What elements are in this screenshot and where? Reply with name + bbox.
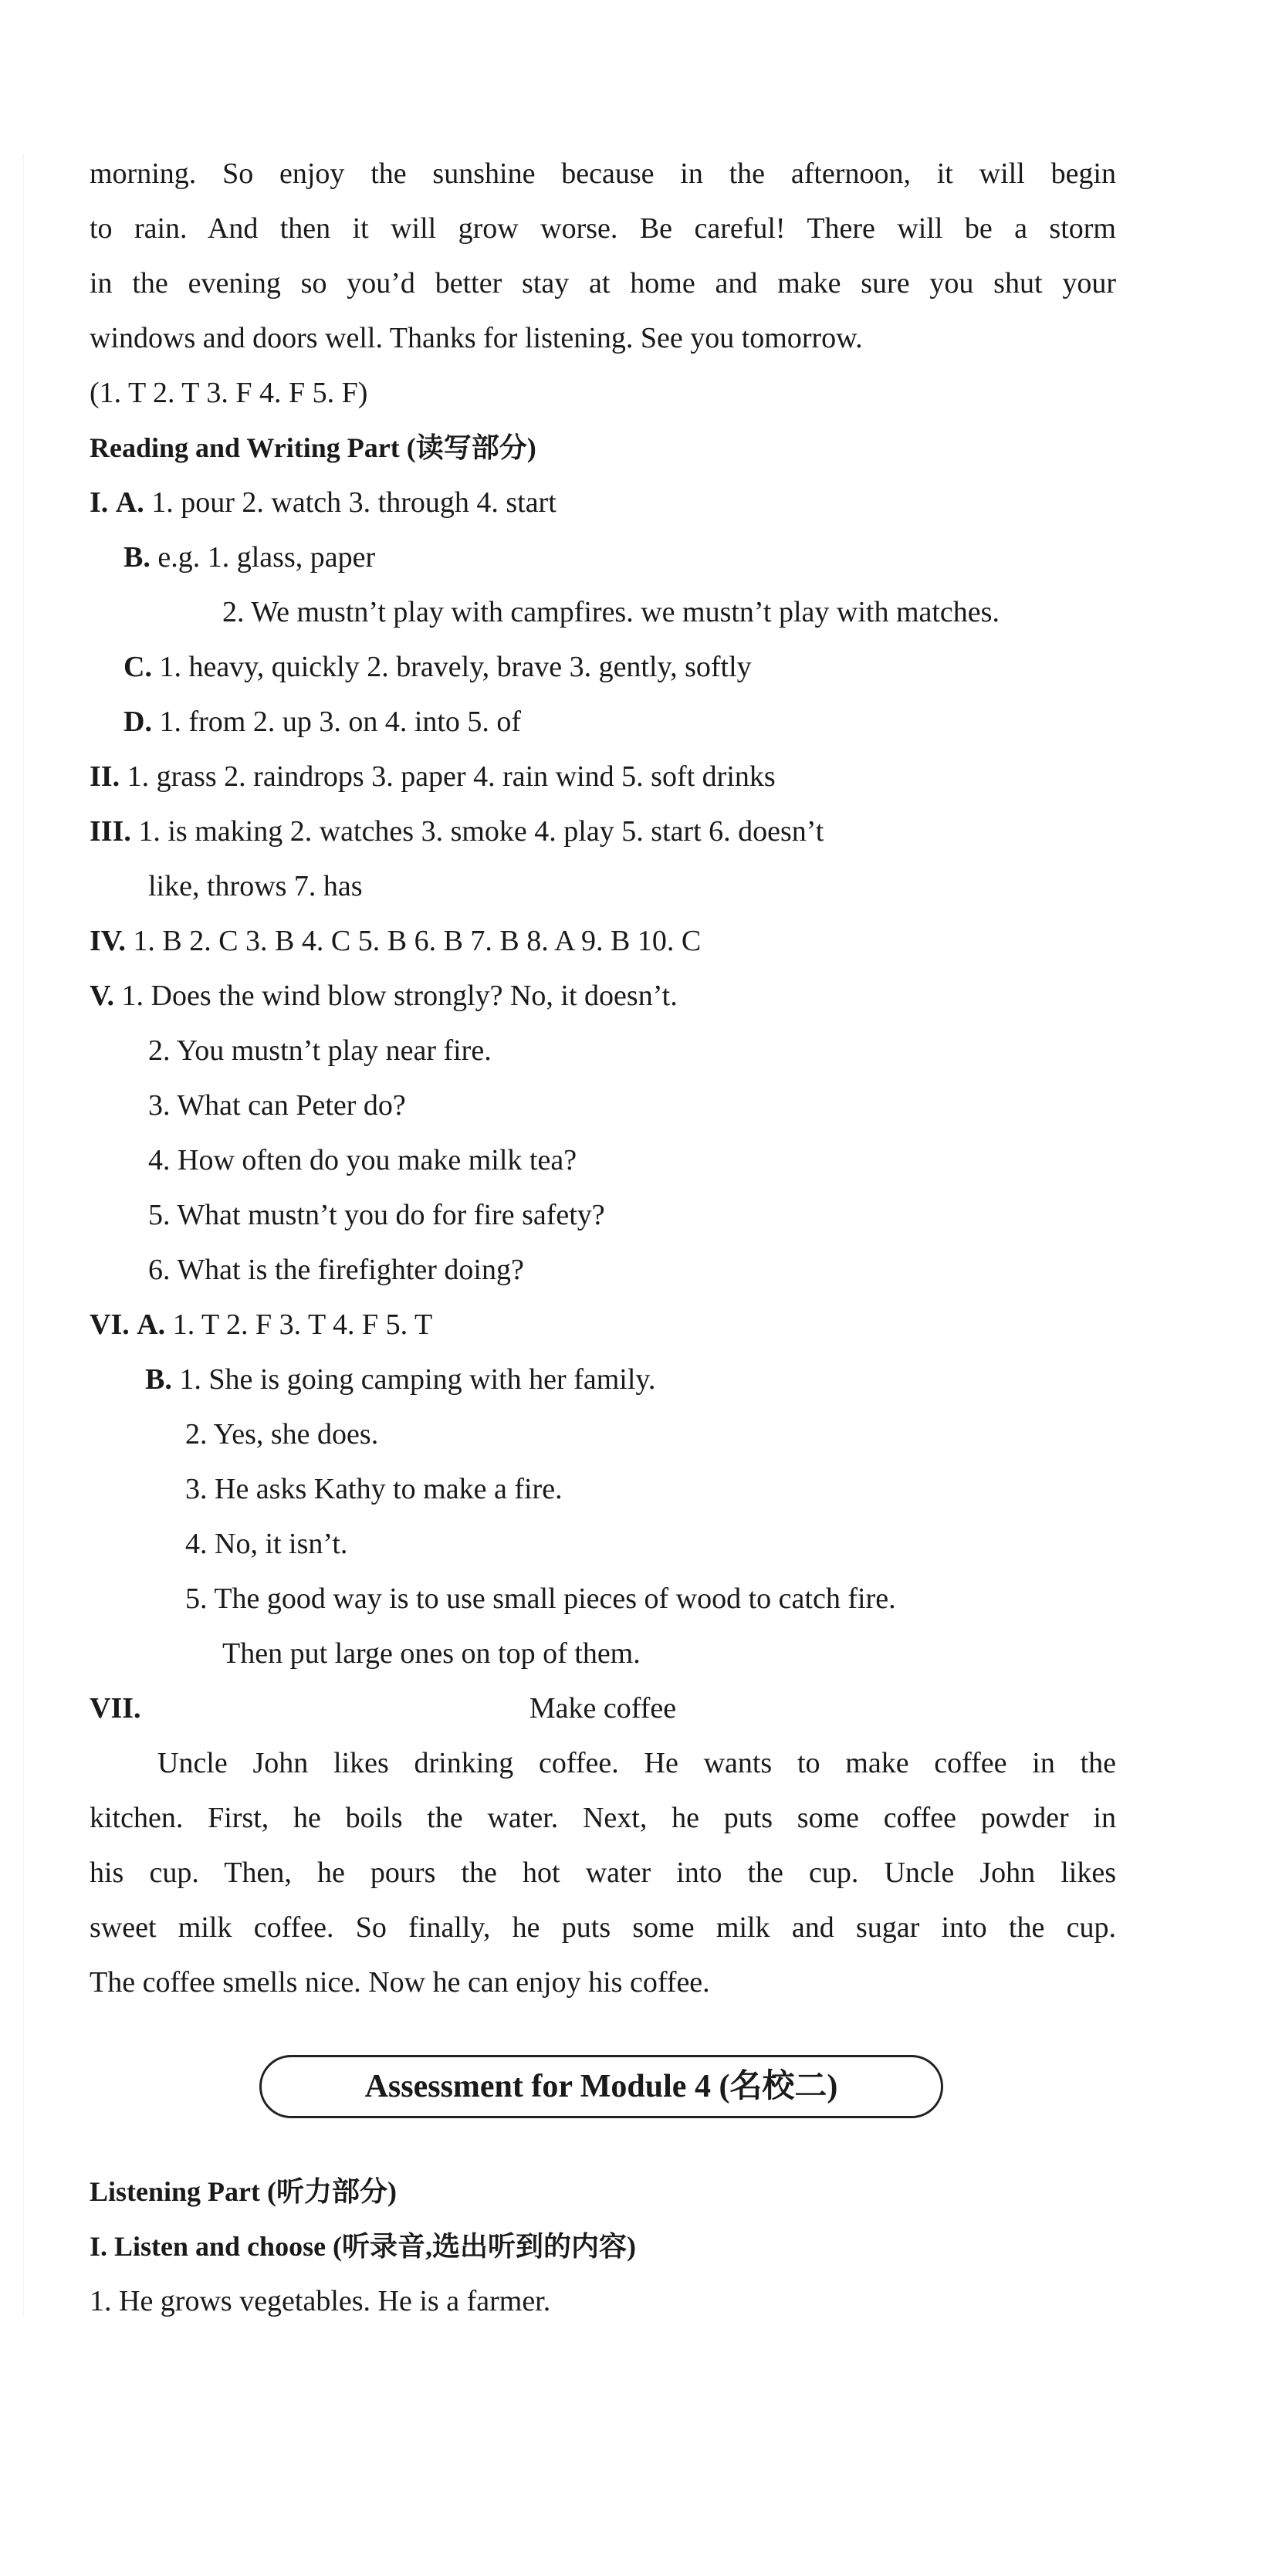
essay-title: Make coffee	[529, 1692, 677, 1725]
listen-choose-roman: I.	[90, 2231, 108, 2262]
section-1d-letter: D.	[123, 706, 152, 738]
essay-line-3: his cup. Then, he pours the hot water into the cup. Uncle John likes	[90, 1857, 1116, 1889]
section-6-roman: VI.	[90, 1308, 130, 1341]
section-1b-answers: e.g. 1. glass, paper	[157, 541, 376, 574]
section-6b-item-3: 3. He asks Kathy to make a fire.	[185, 1473, 563, 1505]
section-6b-item-5: 5. The good way is to use small pieces of wood to catch fire.	[185, 1582, 896, 1615]
section-6b-item-2: 2. Yes, she does.	[185, 1418, 379, 1450]
essay-line-4: sweet milk coffee. So finally, he puts some milk and sugar into the cup.	[90, 1911, 1116, 1944]
listening-text-line-4: windows and doors well. Thanks for listening. See you tomorrow.	[90, 322, 863, 354]
section-6b-item-1: 1. She is going camping with her family.	[179, 1363, 656, 1396]
section-1c-letter: C.	[123, 651, 152, 683]
listening-text-line-3: in the evening so you’d better stay at home and make sure you shut your	[90, 267, 1116, 300]
section-7-title-row	[90, 1681, 1116, 1736]
section-4	[90, 914, 1116, 969]
section-1d-answers: 1. from 2. up 3. on 4. into 5. of	[159, 706, 522, 738]
section-3	[90, 804, 1116, 859]
section-6b-item-4: 4. No, it isn’t.	[185, 1528, 348, 1560]
reading-writing-heading: Reading and Writing Part (读写部分)	[90, 432, 536, 463]
section-1a	[90, 476, 1116, 530]
section-5-item-3: 3. What can Peter do?	[148, 1089, 406, 1122]
section-1b	[90, 530, 1116, 585]
section-3-answers: 1. is making 2. watches 3. smoke 4. play 5. start 6. doesn’t	[138, 815, 824, 848]
answer-page	[90, 147, 1116, 2329]
section-6a-answers: 1. T 2. F 3. T 4. F 5. T	[172, 1308, 433, 1341]
section-6b-letter: B.	[145, 1363, 172, 1396]
section-2-answers: 1. grass 2. raindrops 3. paper 4. rain wind 5. soft drinks	[127, 760, 776, 793]
section-1a-letter: A.	[115, 486, 144, 519]
assessment-banner-row	[90, 2010, 1116, 2165]
section-3-roman: III.	[90, 815, 131, 848]
page-fold-shadow	[23, 154, 24, 2316]
section-1-roman: I.	[90, 486, 109, 519]
listen-choose-text: Listen and choose (听录音,选出听到的内容)	[114, 2231, 637, 2262]
section-1c	[90, 640, 1116, 695]
section-5-item-4: 4. How often do you make milk tea?	[148, 1144, 577, 1176]
section-4-roman: IV.	[90, 925, 126, 957]
section-2	[90, 750, 1116, 804]
section-5-item-2: 2. You mustn’t play near fire.	[148, 1034, 492, 1067]
essay-line-1: Uncle John likes drinking coffee. He wants to make coffee in the	[157, 1747, 1116, 1779]
section-5-item-1: 1. Does the wind blow strongly? No, it doesn’t.	[121, 980, 678, 1012]
section-6b	[90, 1352, 1116, 1407]
section-4-answers: 1. B 2. C 3. B 4. C 5. B 6. B 7. B 8. A 9. B 10. C	[133, 925, 702, 957]
listening-answers: (1. T 2. T 3. F 4. F 5. F)	[90, 377, 368, 409]
assessment-banner: Assessment for Module 4 (名校二)	[259, 2055, 943, 2118]
section-3-line-2: like, throws 7. has	[148, 870, 363, 902]
section-5-item-5: 5. What mustn’t you do for fire safety?	[148, 1199, 605, 1231]
section-1b-line-2: 2. We mustn’t play with campfires. we mustn’t play with matches.	[222, 596, 1000, 628]
section-6a	[90, 1298, 1116, 1352]
listen-choose-heading	[90, 2219, 1116, 2274]
essay-line-5: The coffee smells nice. Now he can enjoy his coffee.	[90, 1966, 710, 1999]
section-5-item-6: 6. What is the firefighter doing?	[148, 1254, 524, 1286]
section-1d	[90, 695, 1116, 750]
section-6a-letter: A.	[137, 1308, 166, 1341]
section-2-roman: II.	[90, 760, 120, 793]
essay-line-2: kitchen. First, he boils the water. Next, he puts some coffee powder in	[90, 1802, 1116, 1834]
section-1a-answers: 1. pour 2. watch 3. through 4. start	[151, 486, 556, 519]
section-5-roman: V.	[90, 980, 115, 1012]
section-7-roman: VII.	[90, 1692, 141, 1725]
listening-text-line-1: morning. So enjoy the sunshine because in the afternoon, it will begin	[90, 157, 1116, 190]
section-1b-letter: B.	[123, 541, 151, 574]
section-6b-item-5-cont: Then put large ones on top of them.	[222, 1637, 641, 1670]
section-1c-answers: 1. heavy, quickly 2. bravely, brave 3. gently, softly	[159, 651, 752, 683]
listening-text-line-2: to rain. And then it will grow worse. Be careful! There will be a storm	[90, 212, 1116, 245]
section-5	[90, 969, 1116, 1024]
listening-heading: Listening Part (听力部分)	[90, 2176, 397, 2207]
listening-item-1: 1. He grows vegetables. He is a farmer.	[90, 2285, 551, 2317]
